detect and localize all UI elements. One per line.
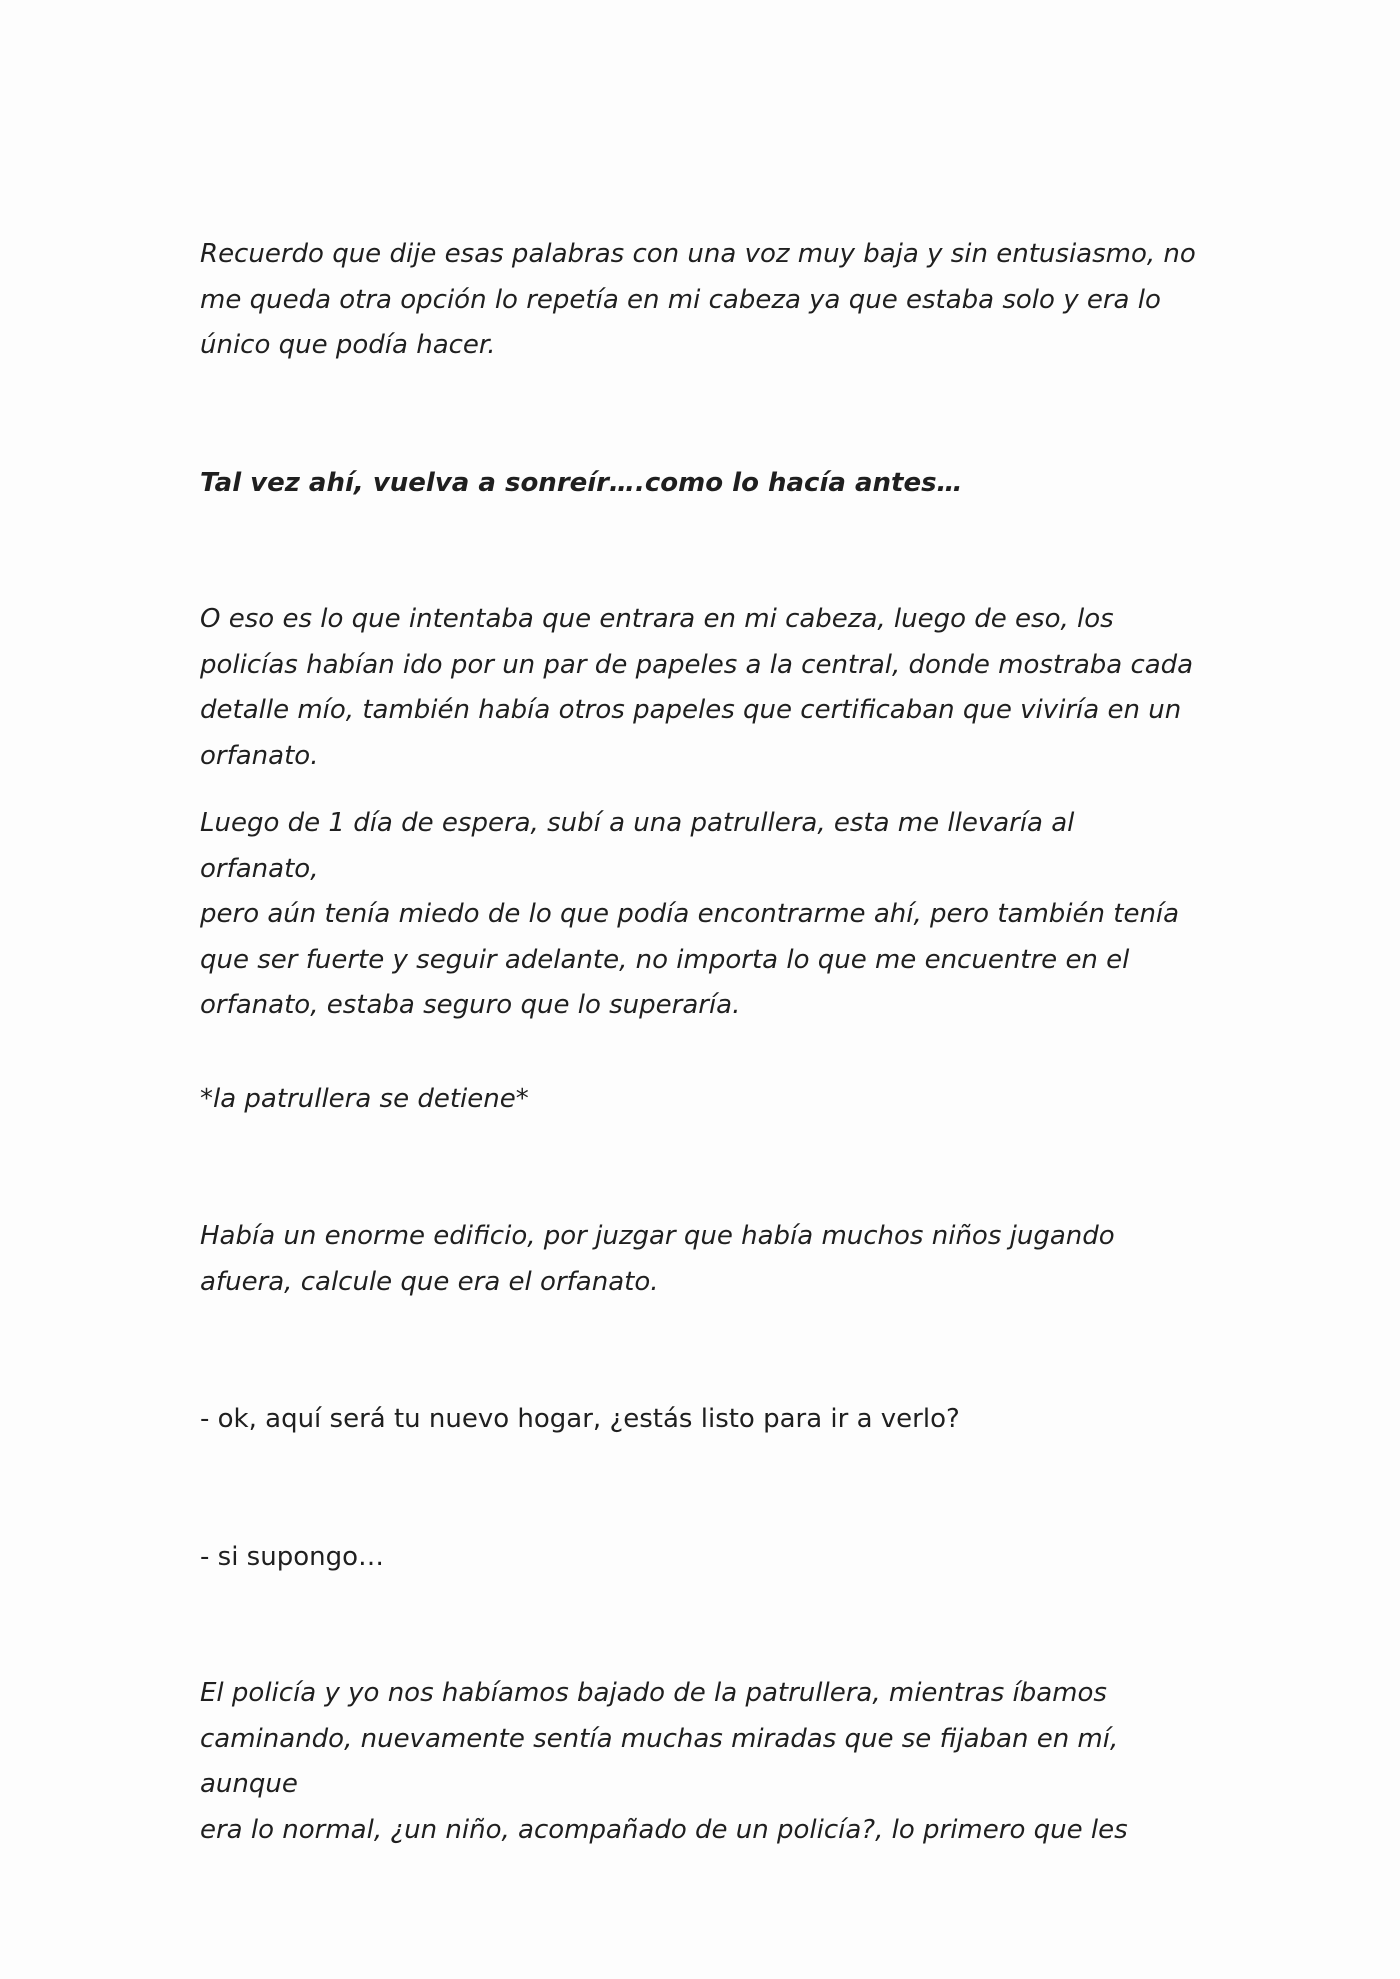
paragraph-luego: Luego de 1 día de espera, subí a una patrullera, esta me llevaría al orfanato, pero aún tenía miedo de lo que podía encontrarme ahí, pero también tenía que ser fuerte y seguir adelante, no importa lo que me encuentre en el orfanato, estaba seguro que lo superaría. <box>200 808 1180 1020</box>
paragraph-recuerdo: Recuerdo que dije esas palabras con una voz muy baja y sin entusiasmo, no me queda otra opción lo repetía en mi cabeza ya que estaba solo y era lo único que podía hacer. <box>200 239 1196 360</box>
paragraph-patrullera-detiene: *la patrullera se detiene* <box>200 1084 529 1114</box>
dialog-line-nuevo-hogar: - ok, aquí será tu nuevo hogar, ¿estás listo para ir a verlo? <box>200 1404 960 1434</box>
dialog-line-si-supongo: - si supongo… <box>200 1542 385 1572</box>
paragraph-habia-edificio: Había un enorme edificio, por juzgar que había muchos niños jugando afuera, calcule que era el orfanato. <box>200 1221 1115 1297</box>
paragraph-o-eso: O eso es lo que intentaba que entrara en mi cabeza, luego de eso, los policías habían ido por un par de papeles a la central, donde mostraba cada detalle mío, también había otros papeles que certificaban que viviría en un orfanato. <box>200 604 1194 771</box>
paragraph-tal-vez: Tal vez ahí, vuelva a sonreír….como lo hacía antes… <box>200 468 963 498</box>
paragraph-el-policia: El policía y yo nos habíamos bajado de la patrullera, mientras íbamos caminando, nuevamente sentía muchas miradas que se fijaban en mí, aunque era lo normal, ¿un niño, acompañado de un policía?, lo primero que les <box>200 1678 1128 1845</box>
